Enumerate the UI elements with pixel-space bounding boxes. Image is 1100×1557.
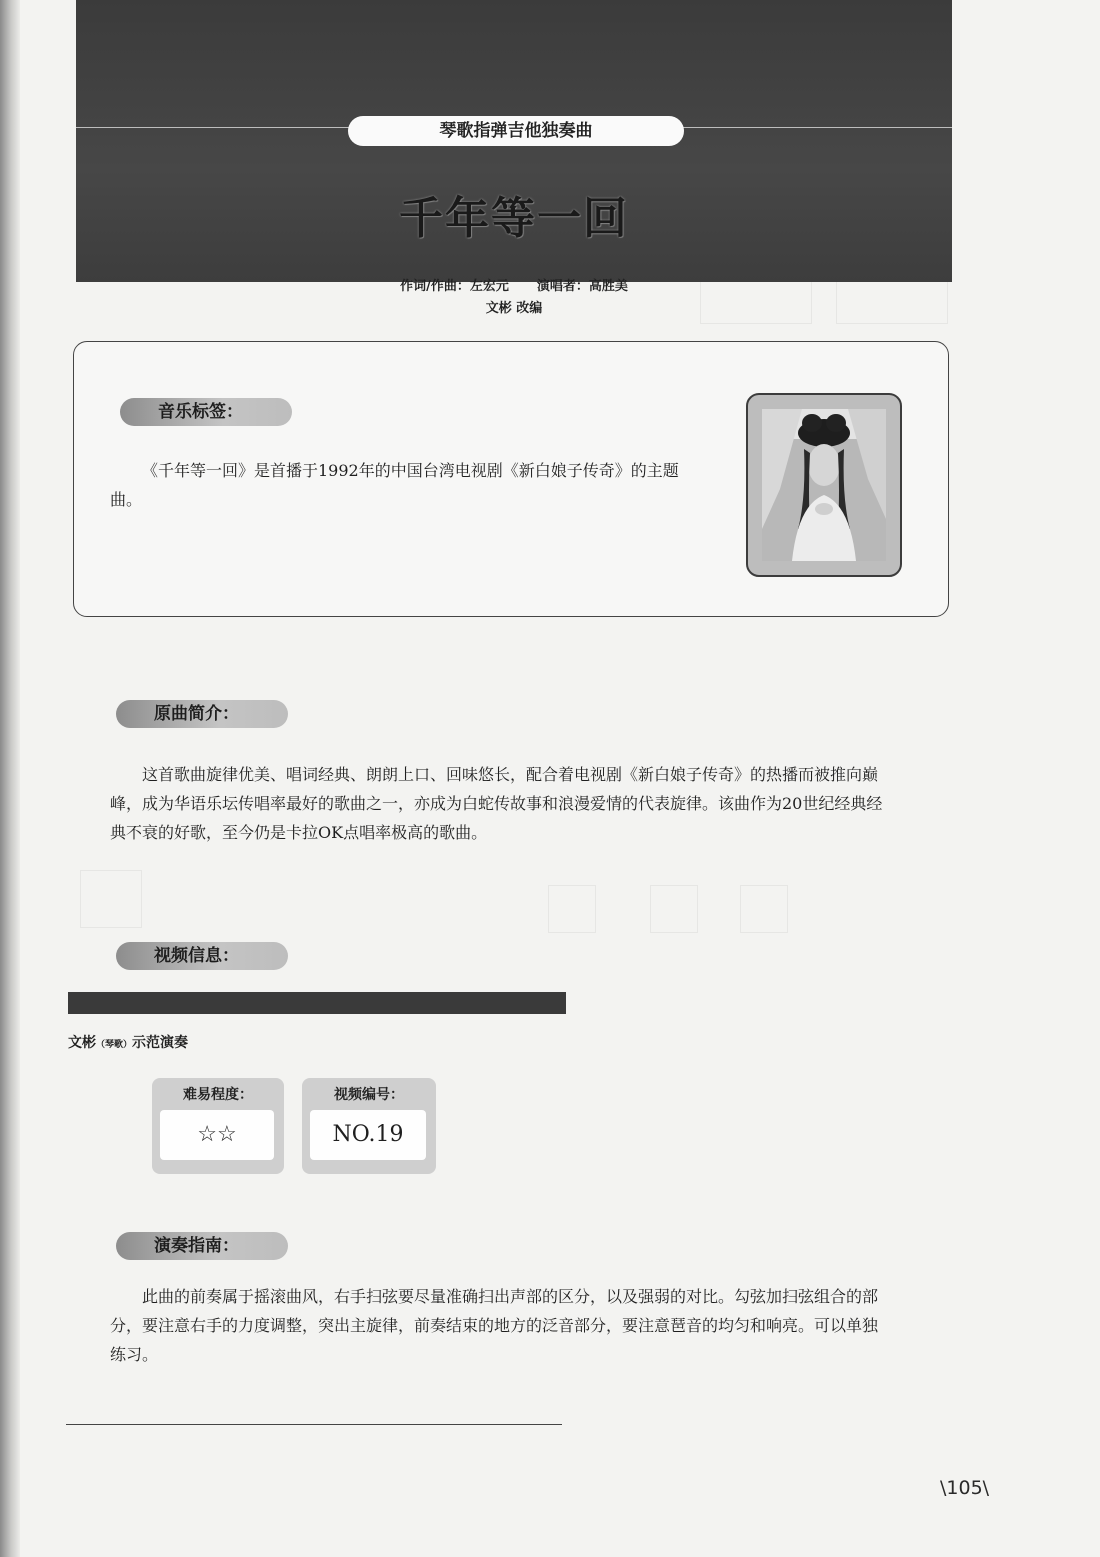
photo-frame xyxy=(746,393,902,577)
performance-guide-text: 此曲的前奏属于摇滚曲风，右手扫弦要尽量准确扫出声部的区分，以及强弱的对比。勾弦加扫弦组合的部分，要注意右手的力度调整，突出主旋律，前奏结束的地方的泛音部分，要注意琶音的均匀和响亮。可以单独练习。 xyxy=(110,1287,879,1364)
header-banner xyxy=(76,0,952,282)
video-number-value: NO.19 xyxy=(310,1110,426,1160)
video-info-heading: 视频信息： xyxy=(116,942,288,970)
music-tag-text: 《千年等一回》是首播于1992年的中国台湾电视剧《新白娘子传奇》的主题曲。 xyxy=(110,461,679,509)
bleed-through-tab-notation xyxy=(80,870,142,928)
video-number-card xyxy=(302,1078,436,1174)
difficulty-label: 难易程度： xyxy=(183,1087,253,1103)
song-credits xyxy=(0,276,1028,320)
bleed-through-tab-notation xyxy=(650,885,698,933)
difficulty-card xyxy=(152,1078,284,1174)
lyric-composer-credit: 作词/作曲：左宏元 xyxy=(400,279,509,294)
video-number-label: 视频编号： xyxy=(334,1087,404,1103)
demo-performance-label: 示范演奏 xyxy=(132,1035,189,1051)
bleed-through-tab-notation xyxy=(740,885,788,933)
difficulty-stars: ☆☆ xyxy=(160,1110,274,1160)
performance-guide-heading: 演奏指南： xyxy=(116,1232,288,1260)
demo-performer-note: （琴歌） xyxy=(96,1040,133,1050)
video-info-bar xyxy=(68,992,566,1014)
character-portrait-illustration xyxy=(762,409,886,561)
original-intro-text: 这首歌曲旋律优美、唱词经典、朗朗上口、回味悠长，配合着电视剧《新白娘子传奇》的热播而被推向巅峰，成为华语乐坛传唱率最好的歌曲之一，亦成为白蛇传故事和浪漫爱情的代表旋律。该曲作为20世纪经典经典不衰的好歌，至今仍是卡拉OK点唱率极高的歌曲。 xyxy=(110,765,883,842)
page-binding-shadow xyxy=(0,0,20,1557)
bottom-rule-line xyxy=(66,1424,562,1425)
music-tag-heading: 音乐标签： xyxy=(120,398,292,426)
original-intro-heading: 原曲简介： xyxy=(116,700,288,728)
series-label: 琴歌指弹吉他独奏曲 xyxy=(348,116,684,146)
page-number: \105\ xyxy=(940,1477,990,1499)
credits-line-1 xyxy=(0,276,1028,298)
drama-character-photo xyxy=(762,409,886,561)
singer-credit: 演唱者：高胜美 xyxy=(536,279,628,294)
demo-performer-line xyxy=(68,1032,188,1052)
arranger-credit: 文彬 改编 xyxy=(485,301,543,316)
bleed-through-tab-notation xyxy=(548,885,596,933)
demo-performer-name: 文彬 xyxy=(68,1035,96,1051)
song-title: 千年等一回 xyxy=(399,193,629,244)
